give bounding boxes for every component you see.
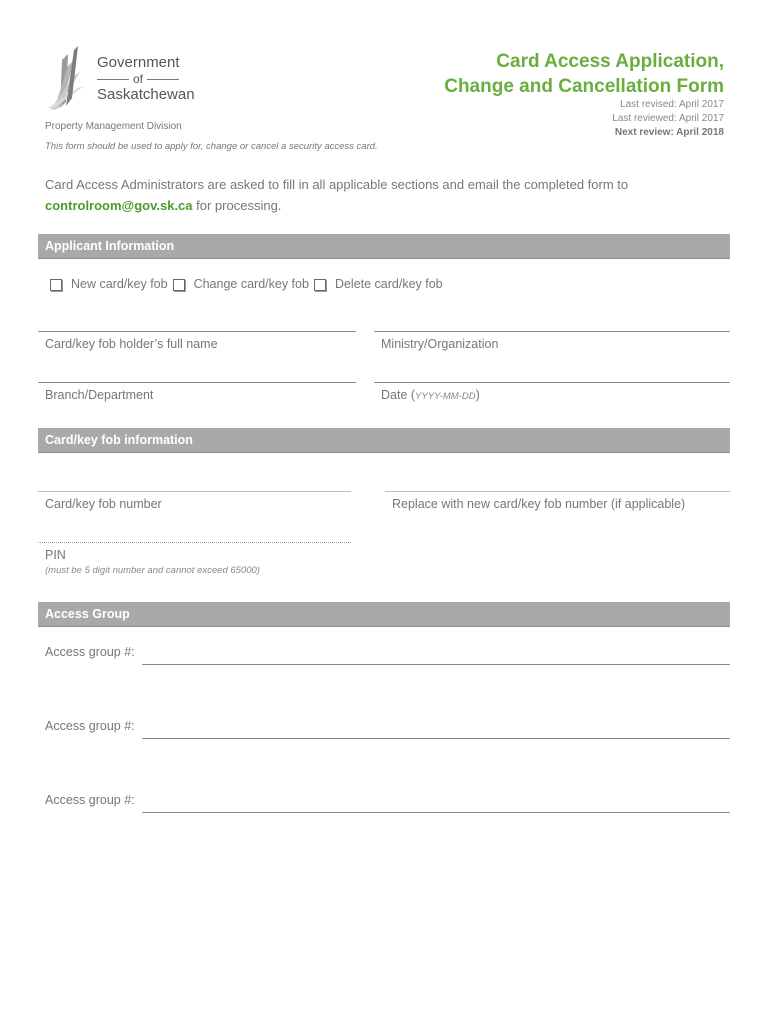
- full-name-field[interactable]: [38, 331, 356, 332]
- revision-info: [612, 98, 724, 140]
- date-label-close: ): [475, 388, 480, 402]
- date-label-text: Date (: [381, 388, 416, 402]
- access-group-label-3: Access group #:: [45, 793, 135, 807]
- date-field[interactable]: [374, 382, 730, 383]
- intro-text-end: for processing.: [192, 198, 282, 213]
- form-title-line1: Card Access Application,: [496, 51, 724, 72]
- logo-rule-right: [147, 79, 179, 80]
- pin-field[interactable]: [38, 542, 351, 543]
- pin-label: PIN: [45, 548, 66, 562]
- form-purpose-note: This form should be used to apply for, change or cancel a security access card.: [45, 141, 378, 152]
- option-change-card-label: Change card/key fob: [193, 277, 309, 291]
- access-group-field-2[interactable]: [142, 738, 730, 739]
- access-group-field-3[interactable]: [142, 812, 730, 813]
- next-review: [612, 126, 724, 140]
- access-group-field-1[interactable]: [142, 664, 730, 665]
- logo-text-government: Government: [97, 54, 180, 71]
- wheat-sheaf-icon: [46, 46, 96, 112]
- option-new-card-label: New card/key fob: [71, 277, 168, 291]
- logo-text-of: [97, 72, 179, 86]
- option-delete-card-label: Delete card/key fob: [334, 277, 443, 291]
- ministry-field[interactable]: [374, 331, 730, 332]
- next-review-text: Next review: April 2018: [614, 127, 724, 138]
- section-card-info: Card/key fob information: [38, 428, 730, 453]
- full-name-label: Card/key fob holder’s full name: [45, 337, 218, 351]
- card-number-label: Card/key fob number: [45, 497, 162, 511]
- last-revised: Last revised: April 2017: [620, 99, 724, 110]
- checkbox-new-card[interactable]: [50, 279, 62, 291]
- date-format-hint: YYYY-MM-DD: [415, 391, 476, 402]
- request-type-options: [50, 277, 448, 291]
- last-reviewed: Last reviewed: April 2017: [612, 113, 724, 124]
- division-name: Property Management Division: [45, 121, 182, 132]
- email-link[interactable]: controlroom@gov.sk.ca: [45, 198, 193, 213]
- access-group-label-1: Access group #:: [45, 645, 135, 659]
- logo-text-saskatchewan: Saskatchewan: [97, 86, 195, 103]
- intro-text: Card Access Administrators are asked to fill in all applicable sections and email the completed form to: [45, 177, 629, 192]
- checkbox-change-card[interactable]: [173, 279, 185, 291]
- logo-rule-left: [97, 79, 129, 80]
- card-number-field[interactable]: [38, 491, 351, 492]
- form-title: [444, 49, 724, 99]
- form-title-line2: Change and Cancellation Form: [444, 76, 724, 97]
- checkbox-delete-card[interactable]: [314, 279, 326, 291]
- pin-note: (must be 5 digit number and cannot exceed 65000): [45, 565, 260, 576]
- replace-card-number-label: Replace with new card/key fob number (if applicable): [392, 497, 686, 511]
- branch-label: Branch/Department: [45, 388, 154, 402]
- section-access-group: Access Group: [38, 602, 730, 627]
- branch-field[interactable]: [38, 382, 356, 383]
- ministry-label: Ministry/Organization: [381, 337, 499, 351]
- section-applicant-information: Applicant Information: [38, 234, 730, 259]
- logo-of-label: of: [133, 72, 144, 86]
- date-label: [381, 388, 480, 402]
- intro-paragraph: [45, 174, 725, 216]
- replace-card-number-field[interactable]: [385, 491, 730, 492]
- access-group-label-2: Access group #:: [45, 719, 135, 733]
- government-logo: [46, 46, 196, 112]
